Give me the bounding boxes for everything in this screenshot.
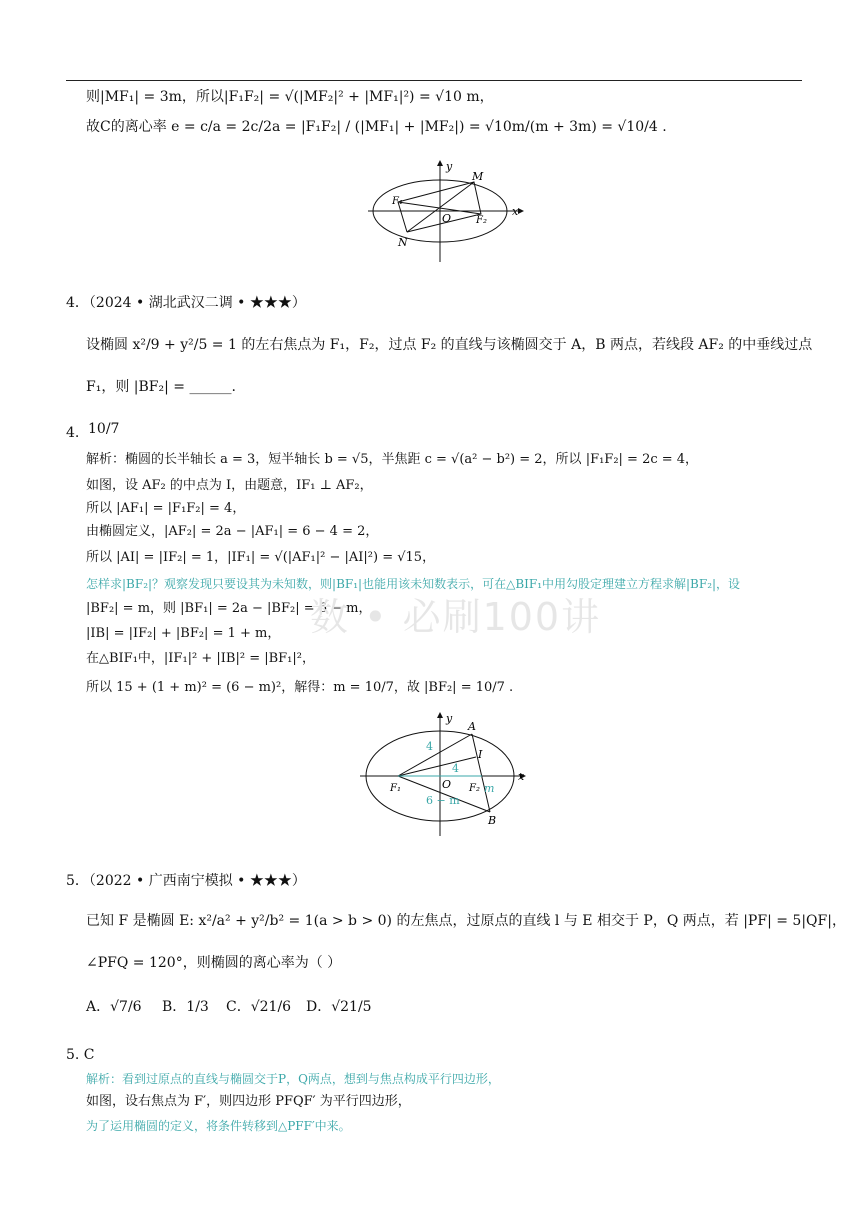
label-f1: F₁	[390, 783, 401, 794]
label-f2: F₂	[469, 783, 480, 794]
question-5-header: 5．（2022 • 广西南宁模拟 • ★★★）	[66, 873, 306, 889]
segment-ab	[472, 734, 490, 812]
label-m: M	[472, 170, 484, 183]
segment-f1a	[398, 734, 472, 776]
option-c: C．√21/6	[226, 999, 292, 1015]
label-y: y	[446, 160, 453, 173]
question-5-line: ∠PFQ = 120°，则椭圆的离心率为（ ）	[86, 955, 342, 971]
label-x: x	[518, 770, 525, 783]
analysis-line: 如图，设 AF₂ 的中点为 I，由题意，IF₁ ⊥ AF₂，	[86, 478, 373, 493]
label-m: m	[484, 782, 495, 795]
label-f2: F₂	[476, 215, 487, 226]
label-o: O	[442, 778, 452, 791]
analysis-line: |BF₂| = m，则 |BF₁| = 2a − |BF₂| = 6 − m，	[86, 601, 372, 616]
solution-line: 故C的离心率 e = c/a = 2c/2a = |F₁F₂| / (|MF₁| + |MF₂|) = √10m/(m + 3m) = √10/4 .	[86, 119, 667, 135]
analysis-line: 如图，设右焦点为 F′，则四边形 PFQF′ 为平行四边形，	[86, 1094, 411, 1109]
label-a: A	[468, 720, 476, 733]
option-b: B．1/3	[162, 999, 209, 1015]
question-4-line: F₁，则 |BF₂| = ______.	[86, 379, 236, 395]
question-4-header: 4．（2024 • 湖北武汉二调 • ★★★）	[66, 295, 306, 311]
question-4-line: 设椭圆 x²/9 + y²/5 = 1 的左右焦点为 F₁，F₂，过点 F₂ 的直线与该椭圆交于 A，B 两点，若线段 AF₂ 的中垂线过点	[86, 337, 813, 353]
option-a: A．√7/6	[86, 999, 142, 1015]
label-4a: 4	[426, 740, 433, 753]
label-x: x	[512, 205, 519, 218]
ellipse-figure-2	[356, 710, 534, 840]
watermark: 数 • 必刷100讲	[310, 595, 602, 639]
label-f1: F₁	[392, 196, 403, 207]
question-5-line: 已知 F 是椭圆 E: x²/a² + y²/b² = 1(a > b > 0) 的左焦点，过原点的直线 l 与 E 相交于 P，Q 两点，若 |PF| = 5|QF|，	[86, 913, 846, 929]
analysis-hint: 怎样求|BF₂|？观察发现只要设其为未知数，则|BF₁|也能用该未知数表示，可在△BIF₁中用勾股定理建立方程求解|BF₂|，设	[86, 577, 741, 591]
label-4b: 4	[452, 762, 459, 775]
header-rule	[66, 80, 802, 81]
solution-line: 则|MF₁| = 3m，所以|F₁F₂| = √(|MF₂|² + |MF₁|²) = √10 m，	[86, 89, 494, 105]
analysis-line: 所以 |AI| = |IF₂| = 1，|IF₁| = √(|AF₁|² − |AI|²) = √15，	[86, 550, 436, 565]
y-axis-arrow	[437, 712, 443, 718]
analysis-line: 所以 15 + (1 + m)² = (6 − m)²，解得：m = 10/7，故 |BF₂| = 10/7 .	[86, 680, 514, 695]
label-y: y	[446, 712, 453, 725]
label-b: B	[488, 814, 497, 827]
label-i: I	[478, 748, 483, 761]
analysis-line: |IB| = |IF₂| + |BF₂| = 1 + m，	[86, 626, 281, 641]
label-n: N	[398, 236, 408, 249]
analysis-line: 解析：椭圆的长半轴长 a = 3，短半轴长 b = √5，半焦距 c = √(a² − b²) = 2，所以 |F₁F₂| = 2c = 4，	[86, 452, 699, 467]
x-axis-arrow	[518, 208, 524, 214]
y-axis-arrow	[437, 160, 443, 166]
analysis-line: 所以 |AF₁| = |F₁F₂| = 4，	[86, 501, 246, 516]
answer-5: 5. C	[66, 1047, 95, 1063]
analysis-line: 由椭圆定义，|AF₂| = 2a − |AF₁| = 6 − 4 = 2，	[86, 524, 379, 539]
analysis-line: 在△BIF₁中，|IF₁|² + |IB|² = |BF₁|²，	[86, 651, 315, 666]
label-6-m: 6 − m	[426, 794, 460, 807]
label-o: O	[442, 212, 452, 225]
analysis-hint: 为了运用椭圆的定义，将条件转移到△PFF′中来。	[86, 1119, 351, 1133]
option-d: D．√21/5	[306, 999, 372, 1015]
ellipse-figure-1	[360, 158, 530, 266]
answer-4-value: 10/7	[88, 421, 120, 437]
segment-f1i	[398, 757, 476, 776]
analysis-hint: 解析：看到过原点的直线与椭圆交于P，Q两点，想到与焦点构成平行四边形，	[86, 1072, 500, 1086]
answer-4-number: 4.	[66, 425, 80, 441]
